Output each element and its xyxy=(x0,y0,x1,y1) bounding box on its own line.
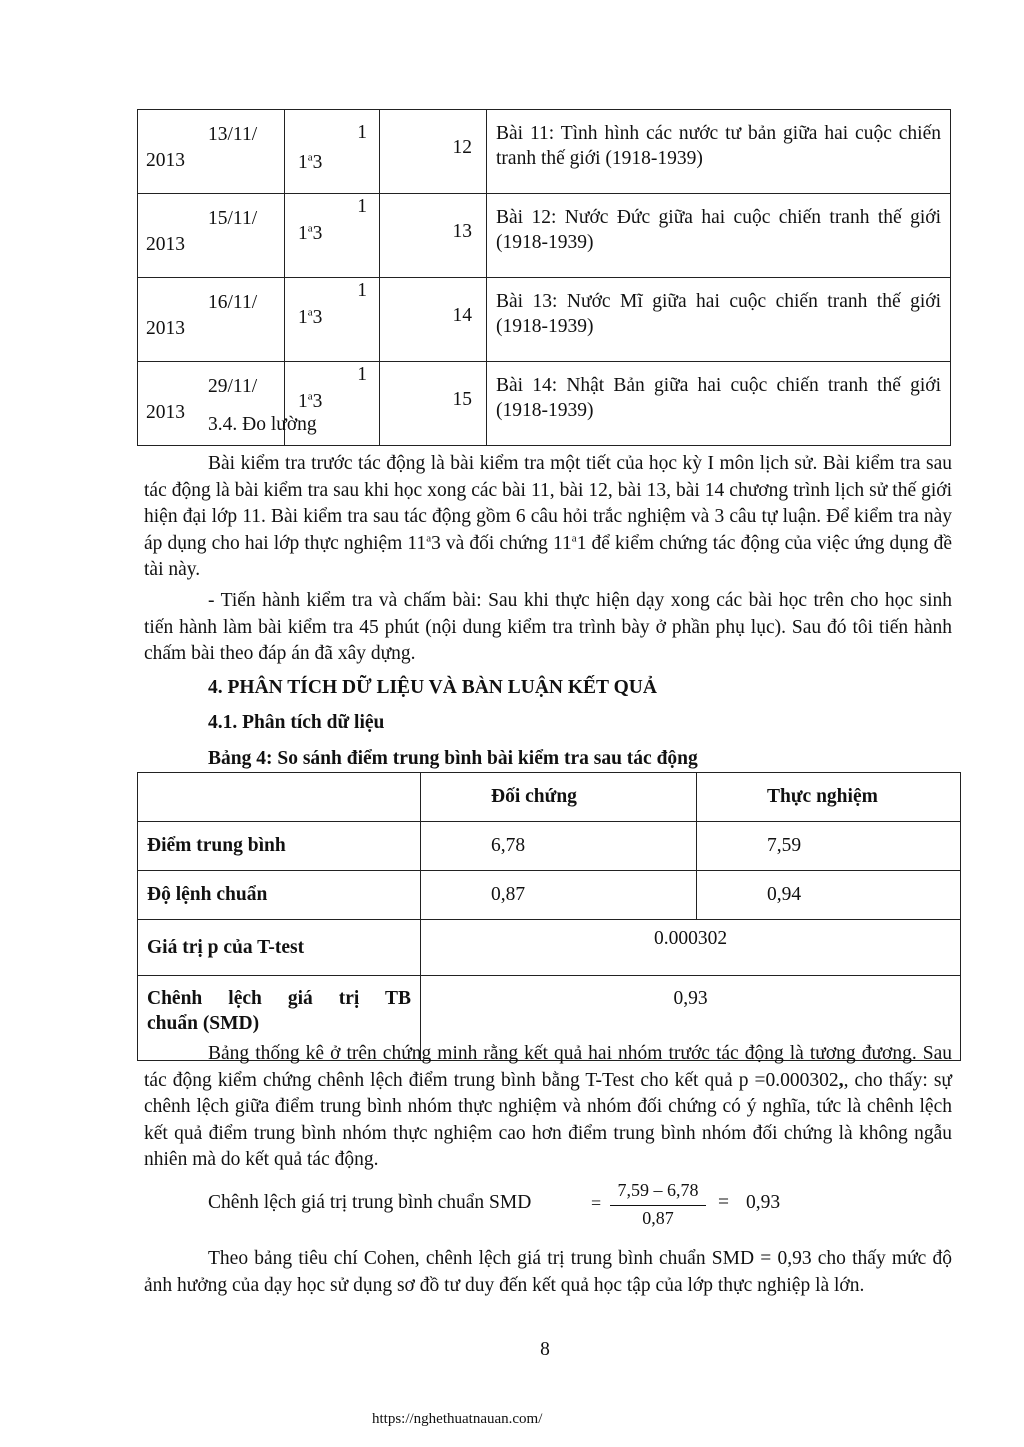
subsection-heading: 4.1. Phân tích dữ liệu xyxy=(208,712,385,733)
date-bottom: 2013 xyxy=(146,402,185,423)
row-label: Chênh lệch giá trị TB chuẩn (SMD) xyxy=(138,976,421,1061)
schedule-table xyxy=(137,109,951,446)
comparison-table xyxy=(137,772,961,1061)
column-header-experimental: Thực nghiệm xyxy=(697,773,961,822)
date-top: 15/11/ xyxy=(208,208,258,229)
page-number: 8 xyxy=(540,1339,550,1360)
cell-value: 0,94 xyxy=(697,871,961,920)
row-label: Điểm trung bình xyxy=(138,822,421,871)
lesson-cell: Bài 14: Nhật Bản giữa hai cuộc chiến tranh thế giới (1918-1939) xyxy=(487,362,951,446)
formula-numerator: 7,59 – 6,78 xyxy=(617,1180,699,1200)
date-cell xyxy=(138,278,285,362)
period-cell xyxy=(380,194,487,278)
date-cell xyxy=(138,194,285,278)
session-number: 1 xyxy=(357,364,367,385)
table-title: Bảng 4: So sánh điểm trung bình bài kiểm tra sau tác động xyxy=(208,748,698,769)
class-cell xyxy=(285,194,380,278)
footer-url[interactable]: https://nghethuatnauan.com/ xyxy=(372,1411,543,1427)
date-top: 29/11/ xyxy=(208,376,258,397)
table-row xyxy=(138,871,961,920)
table-row xyxy=(138,194,951,278)
session-number: 1 xyxy=(357,196,367,217)
formula-result: 0,93 xyxy=(746,1192,781,1213)
class-name: 1$^a$3 xyxy=(298,306,323,328)
period-number: 15 xyxy=(452,389,472,410)
cell-value: 7,59 xyxy=(697,822,961,871)
date-cell xyxy=(138,110,285,194)
period-cell xyxy=(380,110,487,194)
session-number: 1 xyxy=(357,122,367,143)
table-row xyxy=(138,822,961,871)
table-header-row xyxy=(138,773,961,822)
session-number: 1 xyxy=(357,280,367,301)
cell-value: 0,87 xyxy=(421,871,697,920)
paragraph-grading: - Tiến hành kiểm tra và chấm bài: Sau khi thực hiện dạy xong các bài học trên cho học sinh tiến hành làm bài kiểm tra 45 phút (nội dung kiểm tra trình bày ở phần phụ lục). Sau đó tôi tiến hành chấm bài theo đáp án đã xây dựng. xyxy=(144,590,952,664)
date-top: 16/11/ xyxy=(208,292,258,313)
pvalue-cell: 0.000302 xyxy=(421,920,961,976)
paragraph-discussion: Bảng thống kê ở trên chứng minh rằng kết quả hai nhóm trước tác động là tương đương. Sau tác động kiểm chứng chênh lệch điểm trung bình bằng T-Test cho kết quả p =0.000302,, cho thấy: sự chênh lệch giữa điểm trung bình nhóm thực nghiệm và nhóm đối chứng có ý nghĩa, tức là chênh lệch kết quả điểm trung bình nhóm thực nghiệm cao hơn điểm trung bình nhóm đối chứng là không ngẫu nhiên mà do kết quả tác động. xyxy=(144,1043,952,1170)
section-heading-measurement: 3.4. Đo lường xyxy=(208,414,317,435)
table-row xyxy=(138,278,951,362)
formula-denominator: 0,87 xyxy=(642,1208,674,1228)
date-bottom: 2013 xyxy=(146,150,185,171)
section-heading-analysis: 4. PHÂN TÍCH DỮ LIỆU VÀ BÀN LUẬN KẾT QUẢ xyxy=(208,677,657,698)
row-label: Giá trị p của T-test xyxy=(138,920,421,976)
lesson-cell: Bài 13: Nước Mĩ giữa hai cuộc chiến tranh thế giới (1918-1939) xyxy=(487,278,951,362)
cell-value: 6,78 xyxy=(421,822,697,871)
paragraph-cohen: Theo bảng tiêu chí Cohen, chênh lệch giá trị trung bình chuẩn SMD = 0,93 cho thấy mức độ ảnh hưởng của dạy học sử dụng sơ đồ tư duy đến kết quả học tập của lớp thực nghiệp là lớn. xyxy=(144,1248,952,1296)
lesson-cell: Bài 12: Nước Đức giữa hai cuộc chiến tranh thế giới (1918-1939) xyxy=(487,194,951,278)
period-number: 13 xyxy=(452,221,472,242)
class-cell xyxy=(285,110,380,194)
lesson-cell: Bài 11: Tình hình các nước tư bản giữa hai cuộc chiến tranh thế giới (1918-1939) xyxy=(487,110,951,194)
formula-label: Chênh lệch giá trị trung bình chuẩn SMD xyxy=(208,1192,532,1213)
period-cell xyxy=(380,362,487,446)
class-name: 1$^a$3 xyxy=(298,151,323,173)
date-top: 13/11/ xyxy=(208,124,258,145)
class-cell xyxy=(285,278,380,362)
smd-cell: 0,93 xyxy=(421,976,961,1061)
date-bottom: 2013 xyxy=(146,318,185,339)
class-name: 1$^a$3 xyxy=(298,390,323,412)
row-label: Độ lệnh chuẩn xyxy=(138,871,421,920)
fraction-bar xyxy=(610,1205,706,1206)
paragraph-measurement: Bài kiểm tra trước tác động là bài kiểm tra một tiết của học kỳ I môn lịch sử. Bài kiểm tra sau tác động là bài kiểm tra sau khi học xong các bài 11, bài 12, bài 13, bài 14 chương trình lịch sử thế giới hiện đại lớp 11. Bài kiểm tra sau tác động gồm 6 câu hỏi trắc nghiệm và 3 câu tự luận. Để kiểm tra này áp dụng cho hai lớp thực nghiệm 11$^a$3 và đối chứng 11$^a$1 để kiểm chứng tác động của việc ứng dụng đề tài này. xyxy=(144,453,952,580)
period-cell xyxy=(380,278,487,362)
formula-equals: = xyxy=(591,1193,602,1213)
period-number: 14 xyxy=(452,305,472,326)
column-header-control: Đối chứng xyxy=(421,773,697,822)
date-bottom: 2013 xyxy=(146,234,185,255)
formula-equals-2: = xyxy=(718,1192,729,1213)
class-name: 1$^a$3 xyxy=(298,222,323,244)
table-row xyxy=(138,920,961,976)
table-row xyxy=(138,110,951,194)
empty-header-cell xyxy=(138,773,421,822)
period-number: 12 xyxy=(452,137,472,158)
